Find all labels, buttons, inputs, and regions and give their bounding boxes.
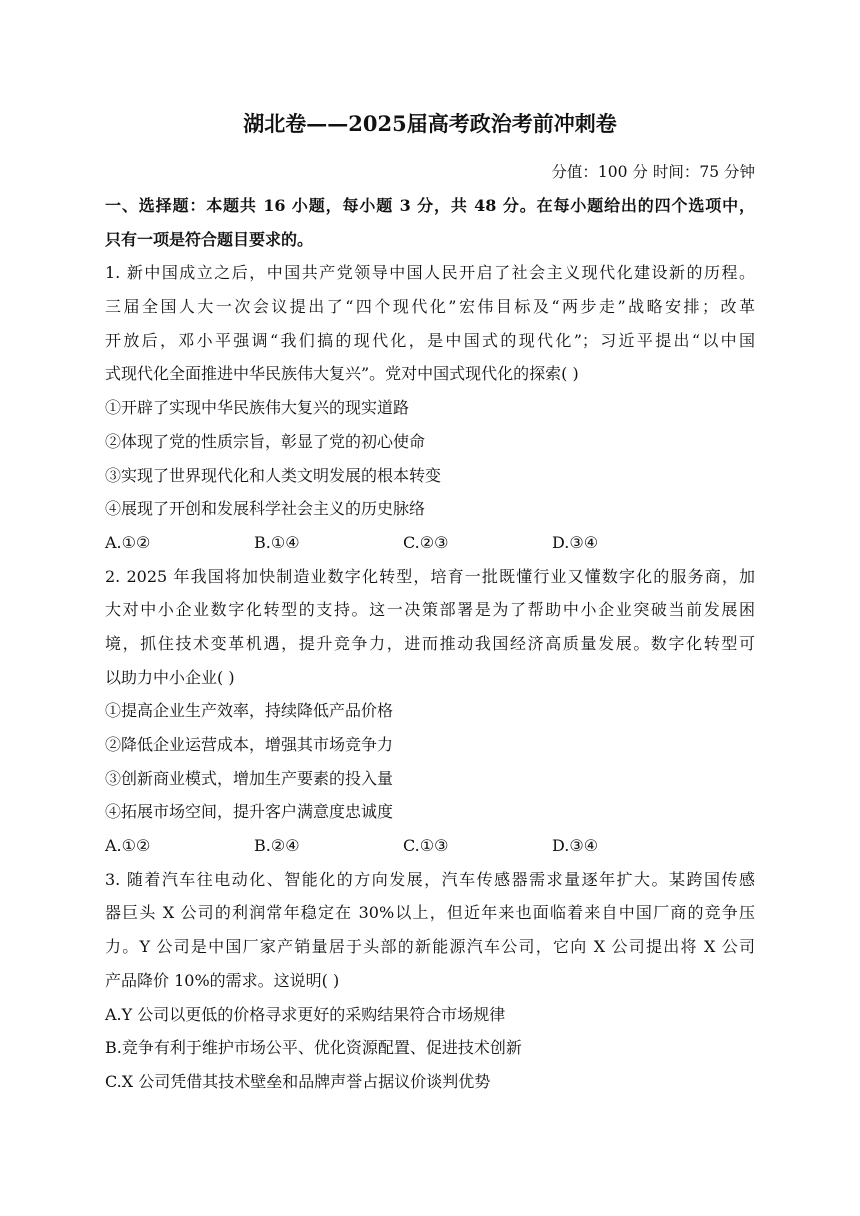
q2-stem-line: 以助力中小企业( ) xyxy=(105,667,235,687)
q3-choice-b: B.竞争有利于维护市场公平、优化资源配置、促进技术创新 xyxy=(105,1038,522,1058)
q3-stem-line: 器巨头 X 公司的利润常年稳定在 30%以上，但近年来也面临着来自中国厂商的竞争压 xyxy=(105,903,755,923)
q1-statement: ④展现了开创和发展科学社会主义的历史脉络 xyxy=(105,499,426,519)
q2-stem-line: 大对中小企业数字化转型的支持。这一决策部署是为了帮助中小企业突破当前发展困 xyxy=(105,600,755,620)
q1-stem-line: 式现代化全面推进中华民族伟大复兴”。党对中国式现代化的探索( ) xyxy=(105,364,579,384)
q2-option-c: C.①③ xyxy=(403,836,449,856)
section-heading-line1: 一、选择题：本题共 16 小题，每小题 3 分，共 48 分。在每小题给出的四个选项中， xyxy=(105,196,755,215)
q1-options xyxy=(105,526,755,560)
q1-option-d: D.③④ xyxy=(552,532,599,552)
q2-options xyxy=(105,829,755,863)
q1-stem-line: 1. 新中国成立之后，中国共产党领导中国人民开启了社会主义现代化建设新的历程。 xyxy=(105,263,755,283)
q2-stem-line: 境，抓住技术变革机遇，提升竞争力，进而推动我国经济高质量发展。数字化转型可 xyxy=(105,633,755,653)
q2-statement: ①提高企业生产效率，持续降低产品价格 xyxy=(105,701,394,721)
q2-option-b: B.②④ xyxy=(254,836,300,856)
q1-statement: ③实现了世界现代化和人类文明发展的根本转变 xyxy=(105,465,442,485)
q1-option-b: B.①④ xyxy=(254,532,300,552)
q2-statement: ③创新商业模式，增加生产要素的投入量 xyxy=(105,768,394,788)
q1-statement: ①开辟了实现中华民族伟大复兴的现实道路 xyxy=(105,398,410,418)
q1-stem-line: 开放后，邓小平强调“我们搞的现代化，是中国式的现代化”；习近平提出“以中国 xyxy=(105,330,755,350)
q2-statement: ②降低企业运营成本，增强其市场竞争力 xyxy=(105,735,394,754)
q2-option-d: D.③④ xyxy=(552,836,599,856)
q3-choice-c: C.X 公司凭借其技术壁垒和品牌声誉占据议价谈判优势 xyxy=(105,1071,491,1091)
q2-stem-line: 2. 2025 年我国将加快制造业数字化转型，培育一批既懂行业又懂数字化的服务商，加 xyxy=(105,566,755,586)
q3-stem-line: 力。Y 公司是中国厂家产销量居于头部的新能源汽车公司，它向 X 公司提出将 X 公司 xyxy=(105,937,755,957)
exam-meta: 分值：100 分 时间：75 分钟 xyxy=(551,163,755,181)
q2-statement: ④拓展市场空间，提升客户满意度忠诚度 xyxy=(105,802,394,822)
q2-option-a: A.①② xyxy=(105,836,151,856)
q1-stem-line: 三届全国人大一次会议提出了“四个现代化”宏伟目标及“两步走”战略安排；改革 xyxy=(105,297,755,317)
q3-choice-a: A.Y 公司以更低的价格寻求更好的采购结果符合市场规律 xyxy=(105,1004,506,1024)
q3-stem-line: 产品降价 10%的需求。这说明( ) xyxy=(105,970,340,990)
q1-statement: ②体现了党的性质宗旨，彰显了党的初心使命 xyxy=(105,431,426,451)
q1-option-c: C.②③ xyxy=(403,532,449,552)
q3-stem-line: 3. 随着汽车往电动化、智能化的方向发展，汽车传感器需求量逐年扩大。某跨国传感 xyxy=(105,869,755,889)
q1-option-a: A.①② xyxy=(105,532,151,552)
section-heading-line2: 只有一项是符合题目要求的。 xyxy=(105,229,314,249)
page-title: 湖北卷——2025届高考政治考前冲刺卷 xyxy=(243,111,617,136)
document-body xyxy=(105,189,755,1099)
